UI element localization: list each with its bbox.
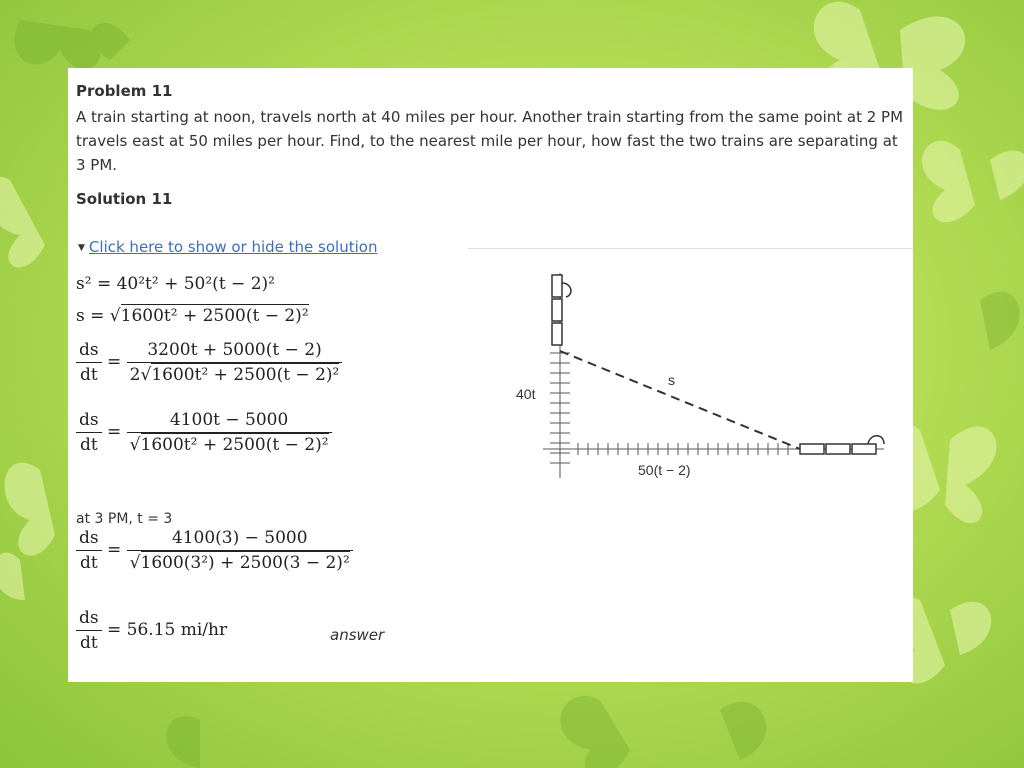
hypotenuse-label: s [668, 372, 675, 388]
equation-4: $\frac{ds}{dt}$ = $\frac{4100t - 5000}{\text{√1600t² + 2500(t − 2)²}}$ [76, 410, 332, 455]
equation-1: s² = 40²t² + 50²(t − 2)² [76, 274, 275, 294]
problem-card [68, 68, 913, 682]
north-train [552, 275, 571, 345]
problem-text: A train starting at noon, travels north at 40 miles per hour. Another train starting from the same point at 2 PM travels east at 50 miles per hour. Find, to the nearest mile per hour, how fast the two trains are separating at 3 PM. [76, 108, 904, 174]
equation-6: $\frac{ds}{dt}$ = 56.15 mi/hr [76, 608, 227, 653]
triangle-down-icon: ▼ [78, 243, 85, 253]
answer-label: answer [330, 626, 385, 644]
equation-5: $\frac{ds}{dt}$ = $\frac{4100(3) - 5000}{\text{√1600(3²) + 2500(3 − 2)²}}$ [76, 528, 353, 573]
east-train [800, 436, 884, 454]
equation-3: $\frac{ds}{dt}$ = $\frac{3200t + 5000(t - 2)}{\text{2√1600t² + 2500(t − 2)²}}$ [76, 340, 342, 385]
divider [468, 248, 913, 249]
toggle-solution-link[interactable]: Click here to show or hide the solution [88, 238, 378, 256]
solution-title: Solution 11 [76, 190, 173, 208]
solution-toggle[interactable] [78, 238, 377, 256]
horizontal-label: 50(t − 2) [638, 462, 691, 478]
equation-2: s = √1600t² + 2500(t − 2)² [76, 306, 309, 326]
separation-line [560, 351, 800, 449]
problem-title: Problem 11 [76, 82, 173, 100]
train-diagram [516, 273, 898, 483]
vertical-label: 40t [516, 386, 536, 402]
condition-text: at 3 PM, t = 3 [76, 511, 173, 527]
